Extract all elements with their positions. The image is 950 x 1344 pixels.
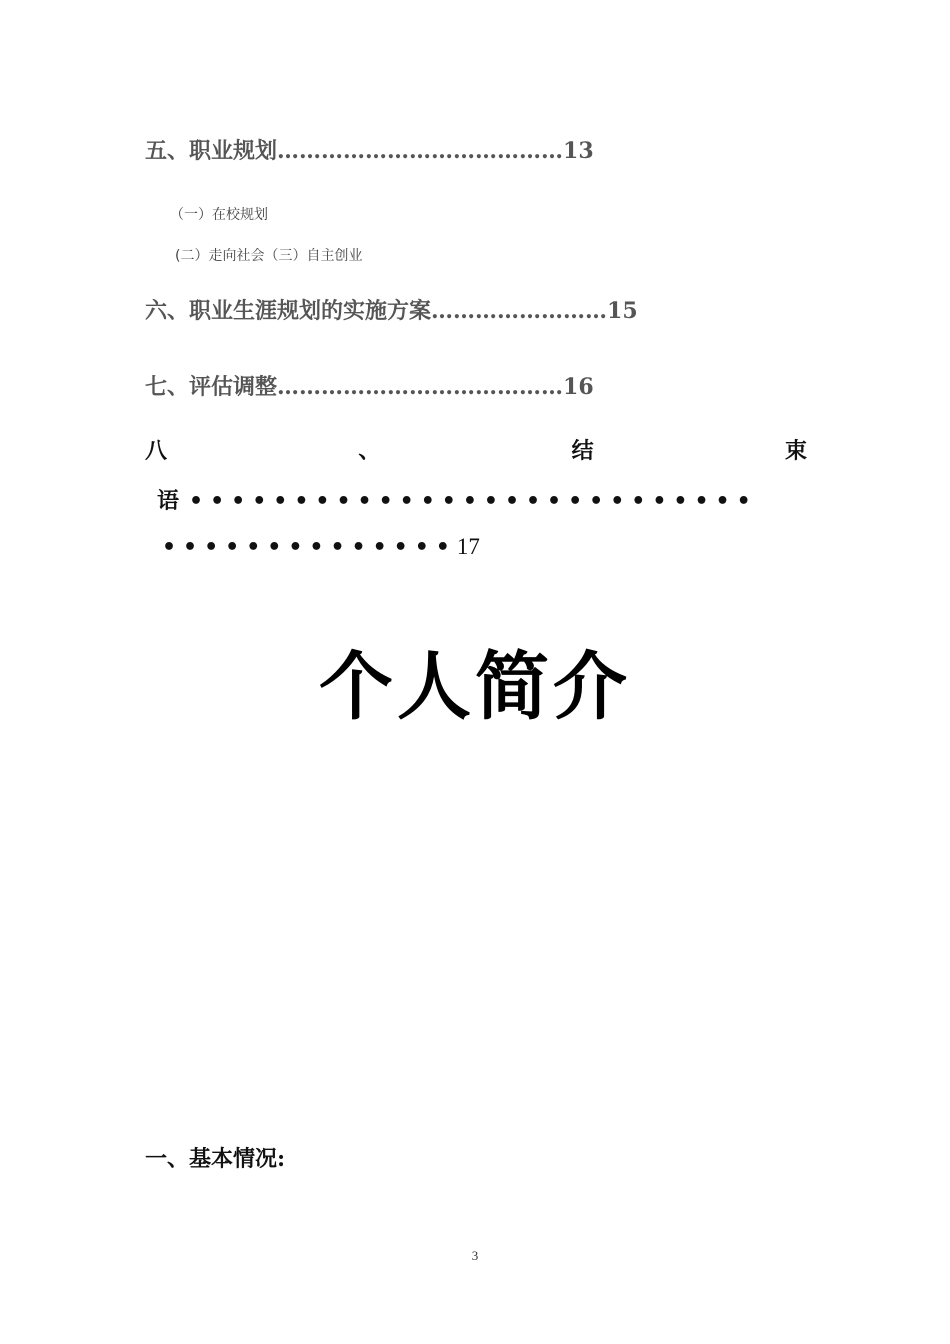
toc-page-number: 16 [563,374,594,400]
toc-page-number: 13 [563,138,594,164]
toc-char: 语 [157,489,180,514]
toc-leader-dots: …………………… [431,298,608,324]
toc-page-number: 15 [607,298,638,324]
toc-item-evaluation[interactable] [145,370,594,401]
toc-label: 六、职业生涯规划的实施方案 [145,298,432,324]
toc-leader-dots: ••••••••••••••••••••••••••• [189,489,758,514]
page-title: 个人简介 [319,644,631,730]
toc-leader-dots: ………………………………… [277,374,564,400]
toc-item-conclusion-line2[interactable] [157,484,758,515]
toc-item-implementation[interactable] [145,294,638,325]
toc-label: 七、评估调整 [145,374,278,400]
toc-subitem-school-plan[interactable] [170,204,268,224]
toc-item-conclusion-line3[interactable] [162,534,480,560]
toc-char: 结 [571,439,594,464]
toc-page-number: 17 [456,534,480,559]
toc-leader-dots: ………………………………… [277,138,564,164]
toc-leader-dots: •••••••••••••• [162,535,457,560]
toc-label: 五、职业规划 [145,138,278,164]
toc-char: 八 [145,439,168,464]
toc-subitem-society-startup[interactable] [175,245,362,265]
toc-char: 、 [358,439,381,464]
section-heading-basic-info: 一、基本情况: [145,1146,286,1172]
toc-sublabel: (二）走向社会（三）自主创业 [175,248,363,264]
toc-item-career-plan[interactable] [145,134,594,165]
page-number-footer: 3 [471,1248,479,1263]
toc-char: 束 [784,439,807,464]
toc-sublabel: （一）在校规划 [170,207,268,223]
toc-item-conclusion-line1[interactable] [145,434,807,465]
